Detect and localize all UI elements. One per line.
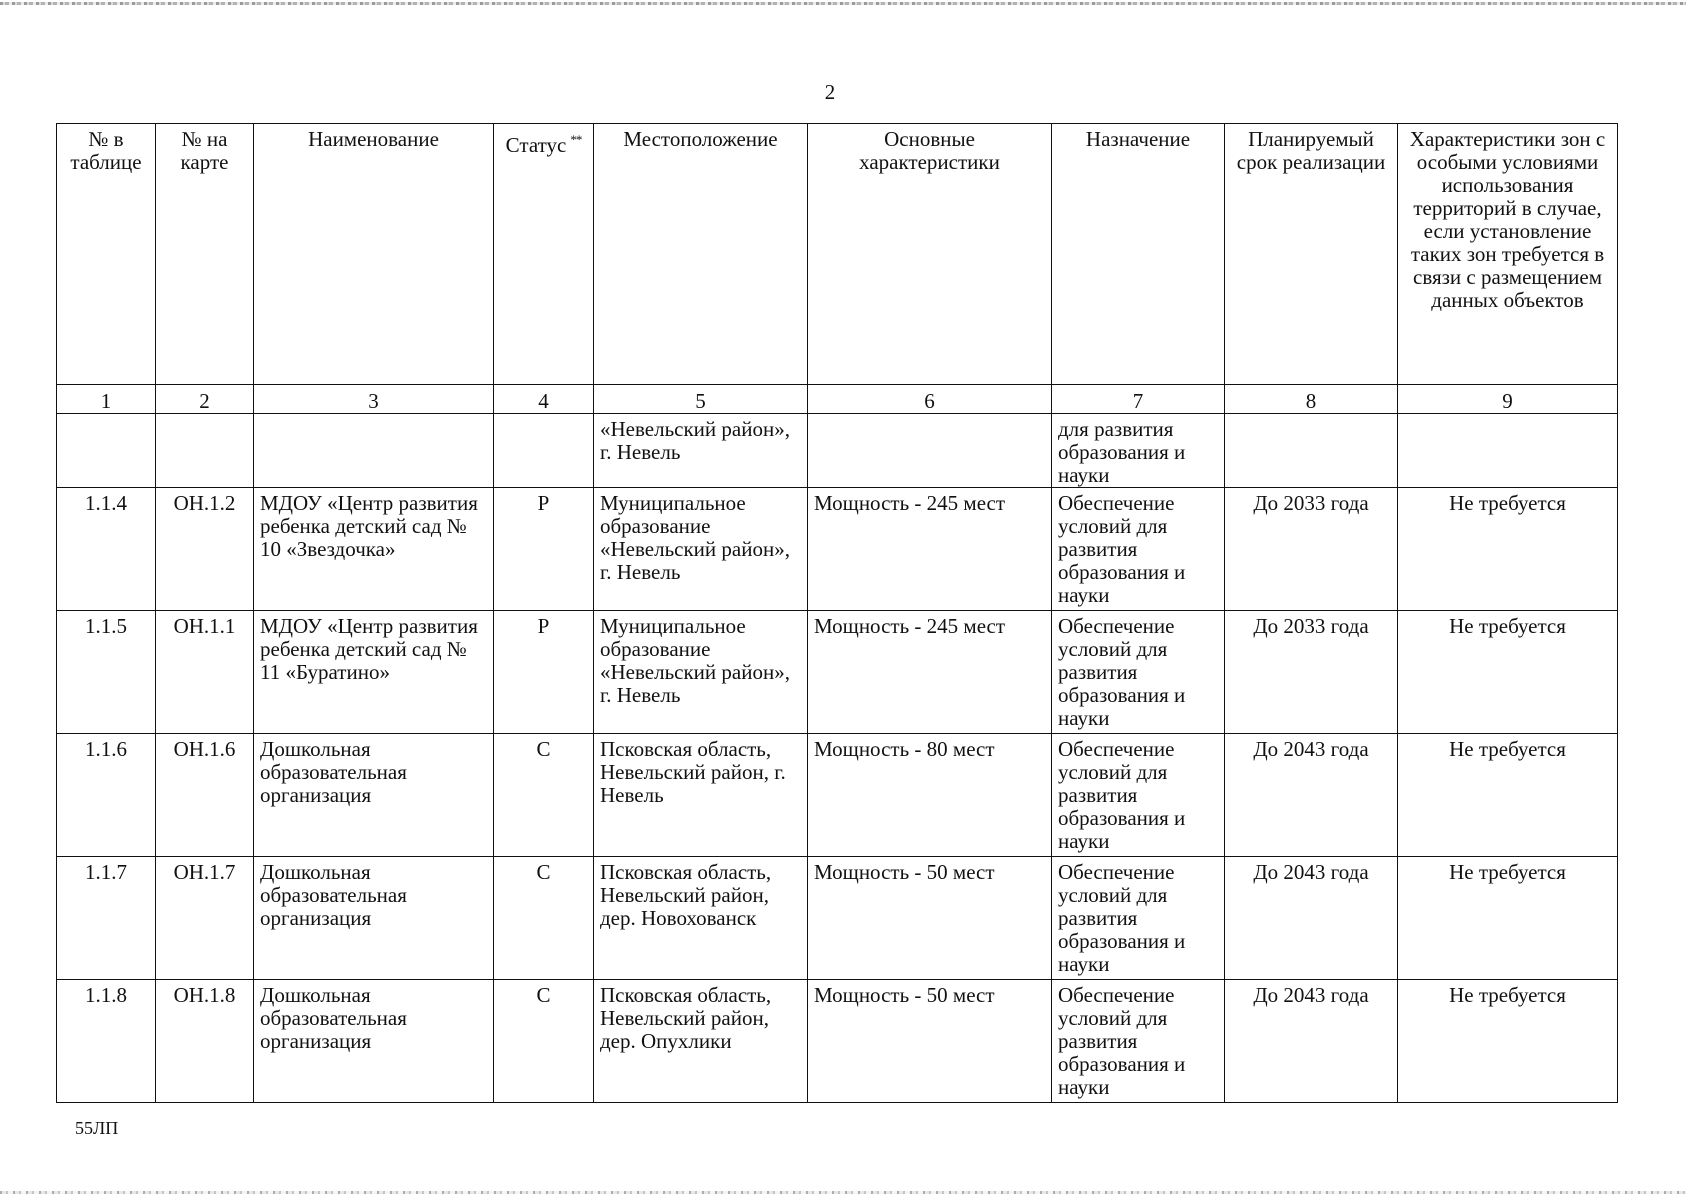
cell-characteristics: Мощность - 245 мест xyxy=(808,488,1052,611)
cell-table-no: 1.1.6 xyxy=(57,734,156,857)
cell-purpose: Обеспечение условий для развития образования и науки xyxy=(1052,857,1225,980)
column-number: 4 xyxy=(494,385,594,414)
cell-status: Р xyxy=(494,488,594,611)
column-number: 3 xyxy=(254,385,494,414)
scan-edge-top xyxy=(0,2,1686,5)
cell-name: Дошкольная образовательная организация xyxy=(254,734,494,857)
cell-empty xyxy=(808,414,1052,488)
column-number: 8 xyxy=(1225,385,1398,414)
header-zones: Характеристики зон с особыми условиями использования территорий в случае, если установление таких зон требуется в связи с размещением данных объектов xyxy=(1398,124,1618,385)
cell-name: Дошкольная образовательная организация xyxy=(254,980,494,1103)
table-row xyxy=(57,980,1618,1103)
table-row xyxy=(57,488,1618,611)
cell-table-no: 1.1.8 xyxy=(57,980,156,1103)
cell-empty xyxy=(494,414,594,488)
cell-name: МДОУ «Центр развития ребенка детский сад № 10 «Звездочка» xyxy=(254,488,494,611)
cell-empty xyxy=(57,414,156,488)
document-code: 55ЛП xyxy=(75,1118,119,1138)
cell-purpose: Обеспечение условий для развития образования и науки xyxy=(1052,734,1225,857)
header-table-no: № в таблице xyxy=(57,124,156,385)
status-footnote-mark: ** xyxy=(570,132,582,147)
cell-characteristics: Мощность - 80 мест xyxy=(808,734,1052,857)
cell-empty xyxy=(1398,414,1618,488)
cell-location: Муниципальное образование «Невельский район», г. Невель xyxy=(594,611,808,734)
cell-zones: Не требуется xyxy=(1398,488,1618,611)
cell-zones: Не требуется xyxy=(1398,611,1618,734)
header-term: Планируемый срок реализации xyxy=(1225,124,1398,385)
header-status-label: Статус xyxy=(505,133,567,157)
column-number: 2 xyxy=(156,385,254,414)
column-number: 1 xyxy=(57,385,156,414)
column-number: 9 xyxy=(1398,385,1618,414)
cell-purpose: для развития образования и науки xyxy=(1052,414,1225,488)
cell-status: С xyxy=(494,857,594,980)
cell-location: Псковская область, Невельский район, дер. Опухлики xyxy=(594,980,808,1103)
cell-characteristics: Мощность - 50 мест xyxy=(808,980,1052,1103)
cell-characteristics: Мощность - 50 мест xyxy=(808,857,1052,980)
header-map-no: № на карте xyxy=(156,124,254,385)
cell-characteristics: Мощность - 245 мест xyxy=(808,611,1052,734)
column-number: 6 xyxy=(808,385,1052,414)
cell-table-no: 1.1.7 xyxy=(57,857,156,980)
cell-map-no: ОН.1.8 xyxy=(156,980,254,1103)
cell-empty xyxy=(156,414,254,488)
header-characteristics: Основные характеристики xyxy=(808,124,1052,385)
cell-location: Муниципальное образование «Невельский район», г. Невель xyxy=(594,488,808,611)
table-row xyxy=(57,611,1618,734)
cell-zones: Не требуется xyxy=(1398,980,1618,1103)
header-purpose: Назначение xyxy=(1052,124,1225,385)
header-location: Местоположение xyxy=(594,124,808,385)
column-number: 5 xyxy=(594,385,808,414)
cell-table-no: 1.1.4 xyxy=(57,488,156,611)
header-row xyxy=(57,124,1618,385)
cell-zones: Не требуется xyxy=(1398,857,1618,980)
objects-table xyxy=(56,123,1618,1103)
cell-purpose: Обеспечение условий для развития образования и науки xyxy=(1052,488,1225,611)
cell-zones: Не требуется xyxy=(1398,734,1618,857)
cell-status: С xyxy=(494,980,594,1103)
cell-map-no: ОН.1.7 xyxy=(156,857,254,980)
cell-term: До 2043 года xyxy=(1225,857,1398,980)
cell-map-no: ОН.1.1 xyxy=(156,611,254,734)
cell-name: Дошкольная образовательная организация xyxy=(254,857,494,980)
cell-purpose: Обеспечение условий для развития образования и науки xyxy=(1052,980,1225,1103)
cell-status: С xyxy=(494,734,594,857)
continuation-row xyxy=(57,414,1618,488)
column-number-row xyxy=(57,385,1618,414)
cell-term: До 2033 года xyxy=(1225,611,1398,734)
cell-purpose: Обеспечение условий для развития образования и науки xyxy=(1052,611,1225,734)
cell-name: МДОУ «Центр развития ребенка детский сад № 11 «Буратино» xyxy=(254,611,494,734)
cell-table-no: 1.1.5 xyxy=(57,611,156,734)
table-row xyxy=(57,734,1618,857)
cell-term: До 2043 года xyxy=(1225,980,1398,1103)
cell-status: Р xyxy=(494,611,594,734)
cell-empty xyxy=(254,414,494,488)
page-number: 2 xyxy=(824,80,836,104)
column-number: 7 xyxy=(1052,385,1225,414)
cell-map-no: ОН.1.6 xyxy=(156,734,254,857)
cell-location: «Невельский район», г. Невель xyxy=(594,414,808,488)
cell-location: Псковская область, Невельский район, дер. Новохованск xyxy=(594,857,808,980)
cell-location: Псковская область, Невельский район, г. Невель xyxy=(594,734,808,857)
cell-term: До 2043 года xyxy=(1225,734,1398,857)
cell-term: До 2033 года xyxy=(1225,488,1398,611)
header-name: Наименование xyxy=(254,124,494,385)
header-status xyxy=(494,124,594,385)
table-row xyxy=(57,857,1618,980)
cell-map-no: ОН.1.2 xyxy=(156,488,254,611)
cell-empty xyxy=(1225,414,1398,488)
scan-edge-bottom xyxy=(0,1191,1686,1194)
